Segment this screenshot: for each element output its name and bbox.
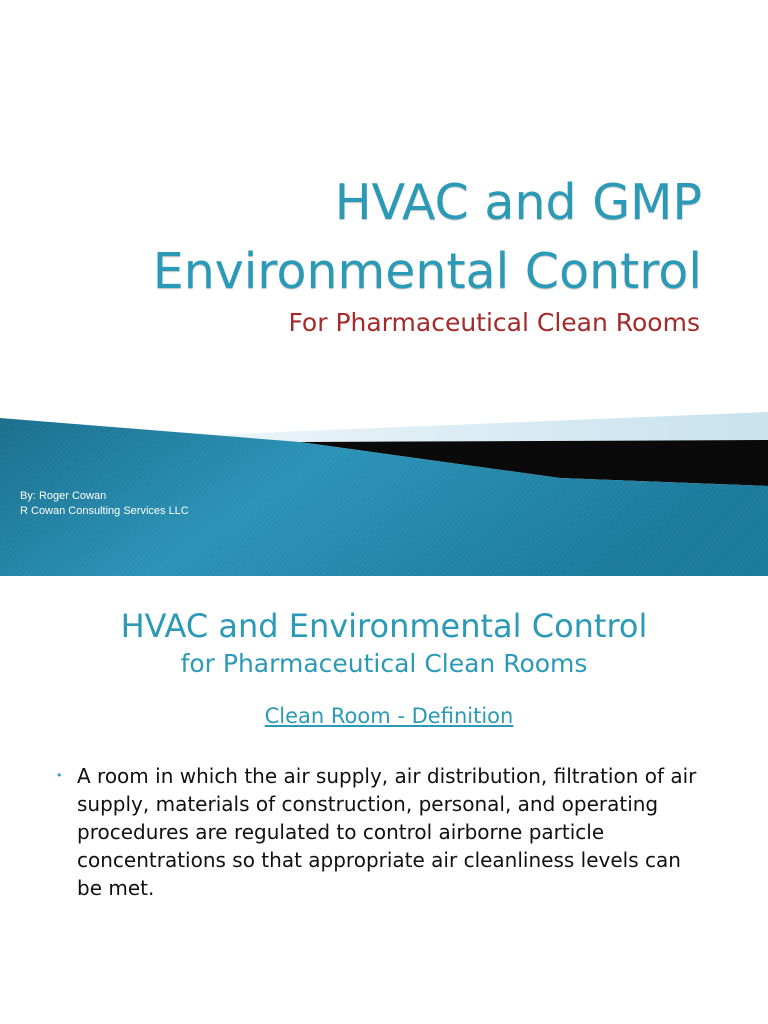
slide-2-title: HVAC and Environmental Control (120, 607, 648, 645)
list-item (52, 762, 712, 902)
company-name: R Cowan Consulting Services LLC (20, 505, 189, 517)
slide-2 (0, 576, 768, 1024)
title-line-2: Environmental Control (152, 243, 702, 300)
byline (20, 489, 189, 519)
bullet-dot-icon: • (56, 769, 63, 782)
author-name: By: Roger Cowan (20, 490, 107, 502)
definition-text: A room in which the air supply, air distribution, filtration of air supply, materials of construction, personal, and operating procedures are regulated to control airborne particle concentrations so that appropriate air cleanliness levels can be met. (77, 764, 697, 900)
definition-heading: Clean Room - Definition (264, 704, 514, 728)
decorative-band (0, 400, 768, 576)
slide-1-subtitle: For Pharmaceutical Clean Rooms (288, 308, 700, 337)
slide-1-title (153, 168, 702, 306)
title-line-1: HVAC and GMP (334, 174, 702, 231)
slide-2-subtitle: for Pharmaceutical Clean Rooms (180, 649, 588, 678)
bullet-list (52, 762, 712, 902)
